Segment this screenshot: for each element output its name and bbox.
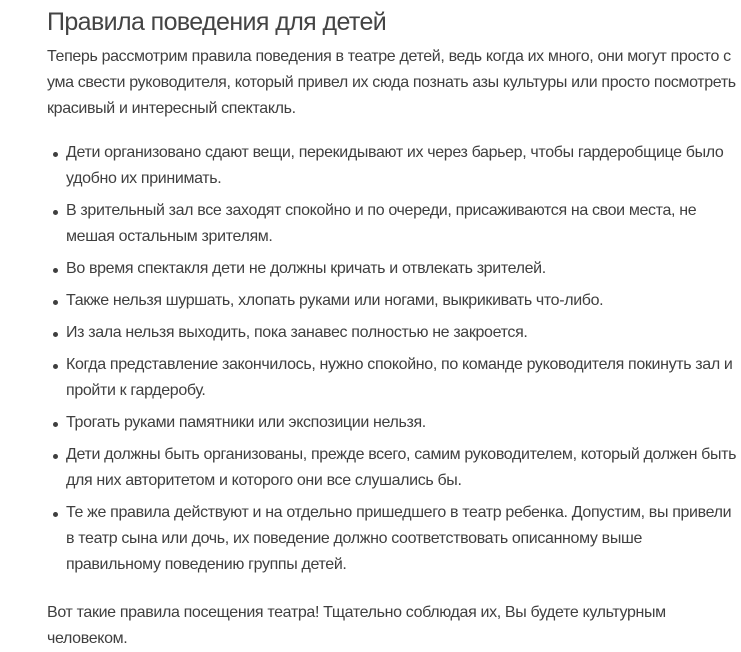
section-heading: Правила поведения для детей (47, 8, 387, 36)
list-item: В зрительный зал все заходят спокойно и по очереди, присаживаются на свои места, не мешая остальным зрителям. (66, 198, 737, 250)
rules-list (47, 140, 737, 578)
list-item: Когда представление закончилось, нужно спокойно, по команде руководителя покинуть зал и пройти к гардеробу. (66, 352, 737, 404)
list-item: Также нельзя шуршать, хлопать руками или ногами, выкрикивать что-либо. (66, 288, 737, 314)
list-item: Трогать руками памятники или экспозиции нельзя. (66, 410, 737, 436)
article-section (47, 6, 737, 652)
conclusion-paragraph: Вот такие правила посещения театра! Тщательно соблюдая их, Вы будете культурным человеком. (47, 604, 666, 647)
list-item: Дети должны быть организованы, прежде всего, самим руководителем, который должен быть для них авторитетом и которого они все слушались бы. (66, 442, 737, 494)
list-item: Те же правила действуют и на отдельно пришедшего в театр ребенка. Допустим, вы привели в театр сына или дочь, их поведение должно соответствовать описанному выше правильному поведению группы детей. (66, 500, 737, 578)
intro-paragraph: Теперь рассмотрим правила поведения в театре детей, ведь когда их много, они могут просто с ума свести руководителя, который привел их сюда познать азы культуры или просто посмотреть красивый и интересный спектакль. (47, 48, 736, 117)
list-item: Во время спектакля дети не должны кричать и отвлекать зрителей. (66, 256, 737, 282)
list-item: Из зала нельзя выходить, пока занавес полностью не закроется. (66, 320, 737, 346)
list-item: Дети организовано сдают вещи, перекидывают их через барьер, чтобы гардеробщице было удобно их принимать. (66, 140, 737, 192)
